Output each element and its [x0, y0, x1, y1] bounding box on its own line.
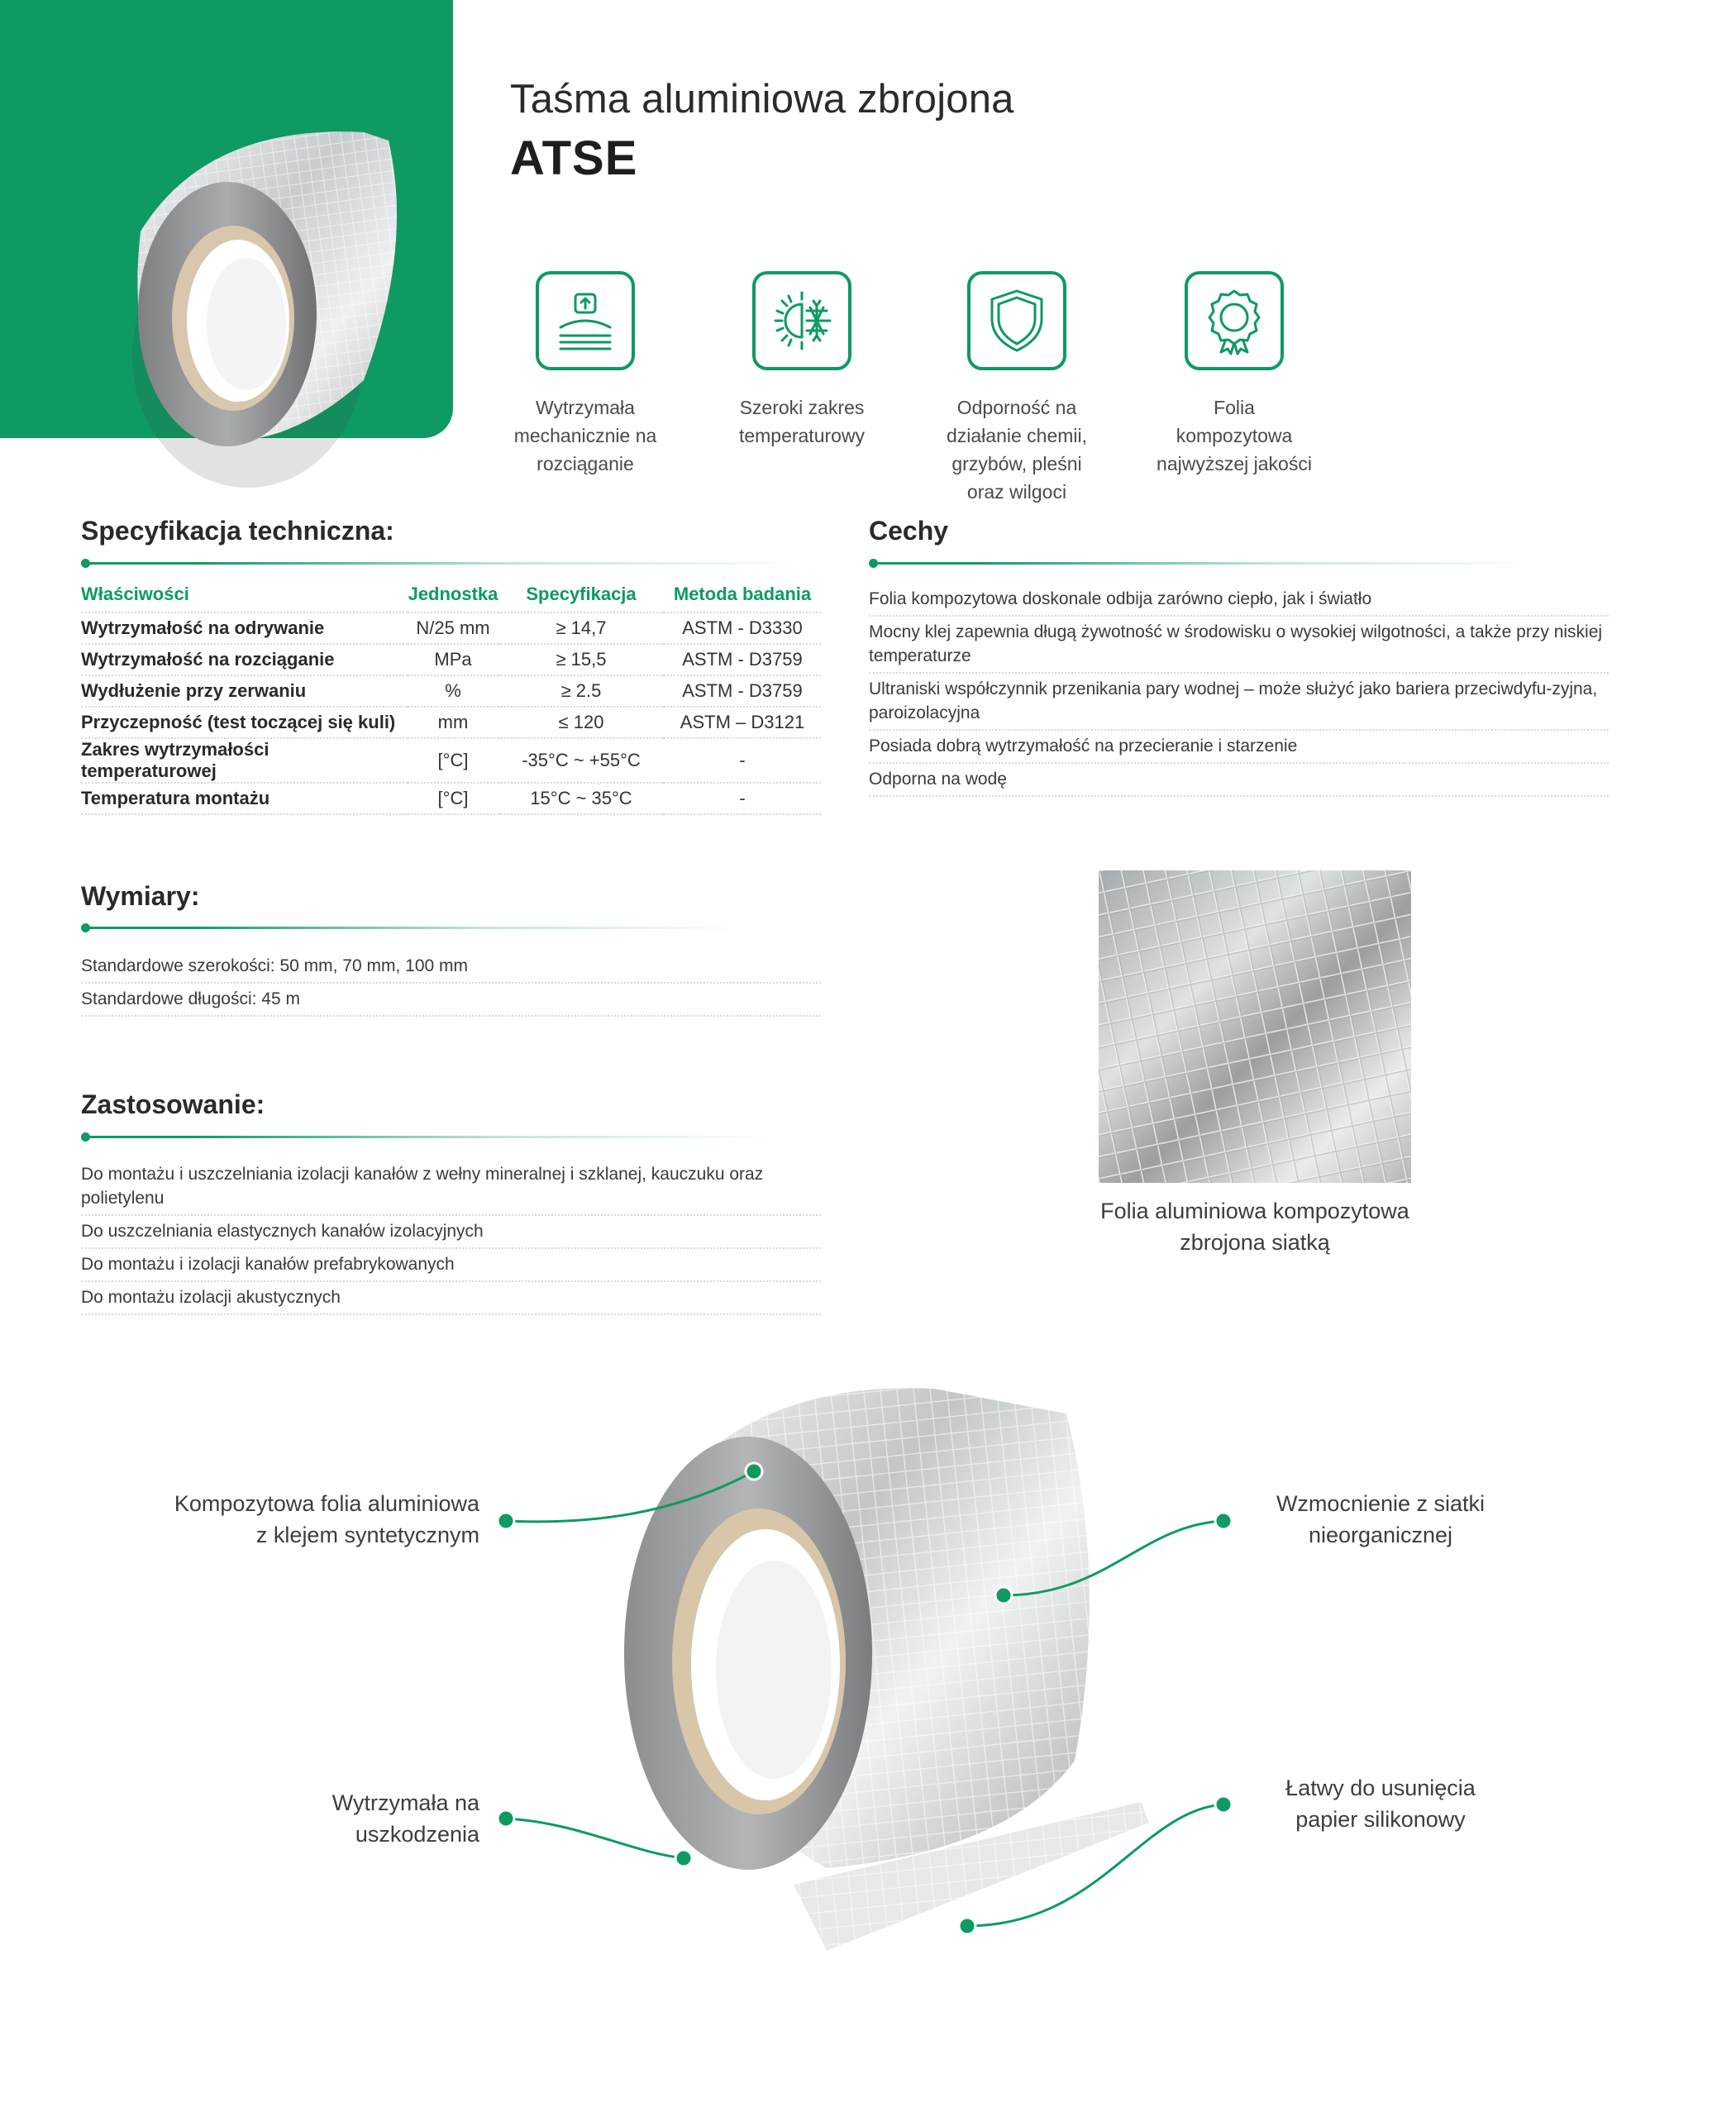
table-header-row	[81, 576, 821, 613]
dimensions-list	[81, 951, 821, 1017]
feature-label: Odporność na działanie chemii, grzybów, pleśni oraz wilgoci	[946, 397, 1088, 503]
feature-label: Folia kompozytowa najwyższej jakości	[1157, 397, 1312, 474]
method-cell: ASTM - D3759	[664, 675, 821, 707]
unit-cell: mm	[408, 707, 498, 738]
spec-section-title: Specyfikacja techniczna:	[81, 516, 394, 546]
unit-cell: MPa	[408, 644, 498, 675]
table-row	[81, 644, 821, 675]
features-section-title: Cechy	[869, 516, 949, 546]
unit-cell: [°C]	[408, 738, 498, 783]
table-row	[81, 707, 821, 738]
section-divider	[874, 562, 1535, 565]
table-row	[81, 613, 821, 644]
section-divider	[86, 1136, 780, 1138]
unit-cell: N/25 mm	[408, 613, 498, 644]
list-item: Do uszczelniania elastycznych kanałów izolacyjnych	[81, 1216, 821, 1249]
property-cell: Wytrzymałość na odrywanie	[81, 613, 408, 644]
unit-cell: [°C]	[408, 783, 498, 814]
photo-caption: Folia aluminiowa kompozytowa zbrojona siatką	[1100, 1199, 1409, 1255]
feature-label: Szeroki zakres temperaturowy	[738, 397, 866, 446]
spec-table	[81, 576, 821, 815]
application-list	[81, 1159, 821, 1315]
spec-cell: ≤ 120	[498, 707, 664, 738]
table-row	[81, 738, 821, 783]
list-item: Do montażu izolacji akustycznych	[81, 1282, 821, 1315]
list-item: Do montażu i izolacji kanałów prefabrykowanych	[81, 1249, 821, 1282]
quality-badge-icon	[1185, 271, 1284, 370]
callout-damage-resistant: Wytrzymała na uszkodzenia	[331, 1790, 479, 1847]
dimensions-section-title: Wymiary:	[81, 881, 200, 911]
list-item: Standardowe szerokości: 50 mm, 70 mm, 100 mm	[81, 951, 821, 984]
list-item: Do montażu i uszczelniania izolacji kanałów z wełny mineralnej i szklanej, kauczuku oraz polietylenu	[81, 1159, 821, 1216]
shield-icon	[967, 271, 1066, 370]
callout-mesh-reinforcement: Wzmocnienie z siatki nieorganicznej	[1276, 1491, 1486, 1547]
column-header: Jednostka	[408, 576, 498, 613]
spec-cell: -35°C ~ +55°C	[498, 738, 664, 783]
spec-cell: ≥ 15,5	[498, 644, 664, 675]
list-item: Odporna na wodę	[869, 764, 1609, 797]
table-row	[81, 783, 821, 814]
property-cell: Zakres wytrzymałości temperaturowej	[81, 738, 408, 783]
tape-roll-image-large	[579, 1372, 1174, 1967]
method-cell: ASTM – D3121	[664, 707, 821, 738]
method-cell: -	[664, 738, 821, 783]
column-header: Specyfikacja	[498, 576, 664, 613]
application-section-title: Zastosowanie:	[81, 1089, 265, 1119]
mesh-foil-closeup-image	[1099, 870, 1411, 1183]
spec-cell: ≥ 2.5	[498, 675, 664, 707]
property-cell: Wydłużenie przy zerwaniu	[81, 675, 408, 707]
list-item: Ultraniski współczynnik przenikania pary wodnej – może służyć jako bariera przeciwdyfu-zyjna, paroizolacyjna	[869, 674, 1609, 731]
method-cell: ASTM - D3330	[664, 613, 821, 644]
feature-tensile	[490, 271, 680, 478]
property-cell: Wytrzymałość na rozciąganie	[81, 644, 408, 675]
list-item: Standardowe długości: 45 m	[81, 984, 821, 1017]
callout-aluminium-foil: Kompozytowa folia aluminiowa z klejem syntetycznym	[174, 1491, 479, 1547]
section-divider	[86, 927, 747, 929]
feature-label: Wytrzymała mechanicznie na rozciąganie	[513, 397, 657, 474]
list-item: Mocny klej zapewnia długą żywotność w środowisku o wysokiej wilgotności, a także przy niskiej temperaturze	[869, 617, 1609, 674]
table-row	[81, 675, 821, 707]
method-cell: -	[664, 783, 821, 814]
method-cell: ASTM - D3759	[664, 644, 821, 675]
product-code: ATSE	[510, 131, 638, 185]
property-cell: Temperatura montażu	[81, 783, 408, 814]
column-header: Metoda badania	[664, 576, 821, 613]
feature-resistance	[922, 271, 1112, 506]
spec-cell: ≥ 14,7	[498, 613, 664, 644]
unit-cell: %	[408, 675, 498, 707]
column-header: Właściwości	[81, 576, 408, 613]
tensile-strength-icon	[536, 271, 635, 370]
section-divider	[86, 562, 805, 565]
feature-temperature	[707, 271, 897, 450]
spec-cell: 15°C ~ 35°C	[498, 783, 664, 814]
property-cell: Przyczepność (test toczącej się kuli)	[81, 707, 408, 738]
feature-quality	[1139, 271, 1329, 478]
list-item: Folia kompozytowa doskonale odbija zarówno ciepło, jak i światło	[869, 584, 1609, 617]
sun-snowflake-icon	[752, 271, 851, 370]
product-title: Taśma aluminiowa zbrojona	[510, 77, 1014, 122]
tape-roll-image-small	[91, 107, 479, 496]
callout-silicone-paper: Łatwy do usunięcia papier silikonowy	[1285, 1776, 1476, 1832]
list-item: Posiada dobrą wytrzymałość na przecieranie i starzenie	[869, 731, 1609, 764]
features-list	[869, 584, 1609, 797]
